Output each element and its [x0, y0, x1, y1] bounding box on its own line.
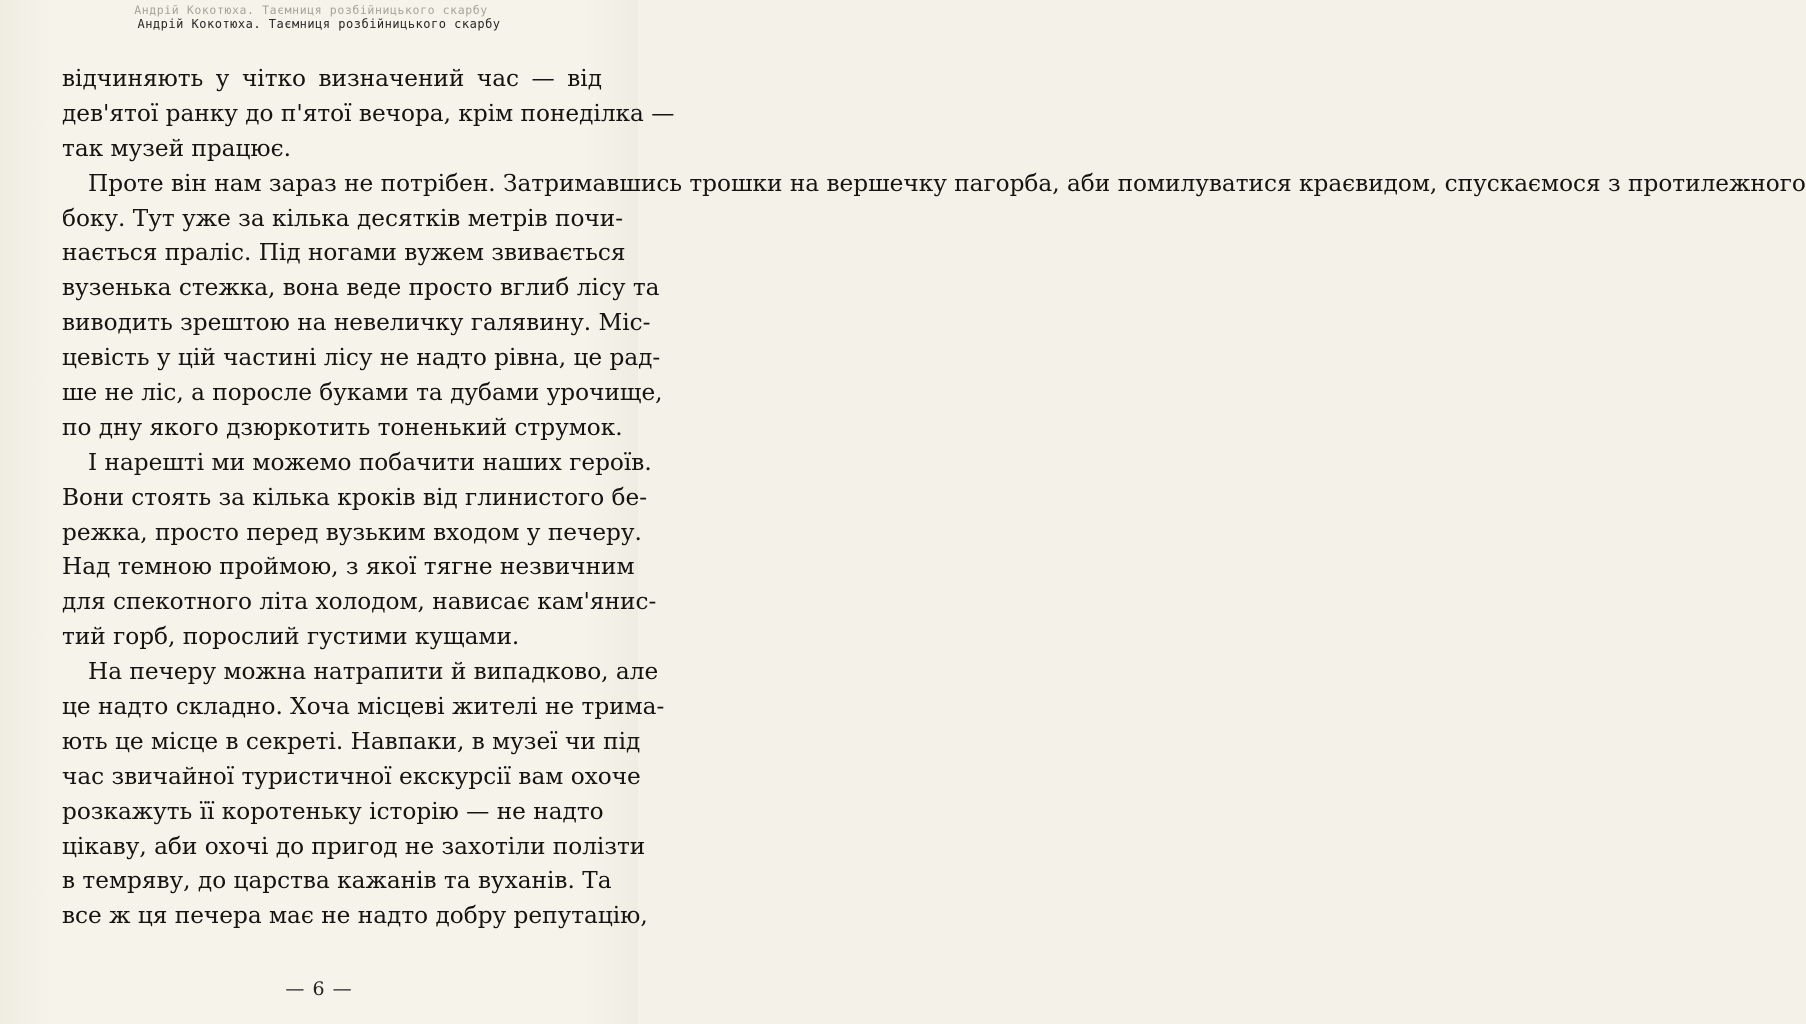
text-line: в темряву, до царства кажанів та вуханів. Та [62, 867, 612, 895]
text-line: цікаву, аби охочі до пригод не захотіли полізти [62, 832, 646, 860]
text-line: так музей працює. [62, 134, 291, 162]
text-line: ше не ліс, а поросле буками та дубами урочище, [62, 379, 663, 407]
text-line: вузенька стежка, вона веде просто вглиб лісу та [62, 274, 660, 302]
text-line: режка, просто перед вузьким входом у печеру. [62, 518, 642, 546]
running-head-bleedthrough: Андрій Кокотюха. Таємниця розбійницького скарбу [134, 3, 488, 17]
text-line: боку. Тут уже за кілька десятків метрів почи- [62, 204, 624, 232]
text-line: дев'ятої ранку до п'ятої вечора, крім понеділка — [62, 99, 675, 127]
text-line: Вони стоять за кілька кроків від глинистого бе- [62, 483, 648, 511]
text-line: нається праліс. Під ногами вужем звивається [62, 239, 626, 267]
text-line: розкажуть її коротеньку історію — не надто [62, 797, 604, 825]
text-line: відчиняють у чітко визначений час — від [62, 65, 602, 92]
text-line: це надто складно. Хоча місцеві жителі не трима- [62, 693, 665, 721]
text-line: На печеру можна натрапити й випадково, але [88, 658, 659, 686]
text-line: все ж ця печера має не надто добру репутацію, [62, 902, 648, 930]
text-line: І нарешті ми можемо побачити наших героїв. [88, 448, 652, 476]
text-line: час звичайної туристичної екскурсії вам охоче [62, 762, 641, 790]
text-line: для спекотного літа холодом, нависає кам'янис- [62, 588, 657, 616]
page-number: — 6 — [285, 978, 353, 1000]
text-line: виводить зрештою на невеличку галявину. Міс- [62, 309, 651, 337]
text-line: тий горб, порослий густими кущами. [62, 623, 520, 651]
running-head: Андрій Кокотюха. Таємниця розбійницького скарбу [137, 17, 501, 31]
body-text [62, 62, 1806, 934]
text-line: Над темною проймою, з якої тягне незвичним [62, 553, 635, 581]
text-line: по дну якого дзюркотить тоненький струмок. [62, 413, 623, 441]
text-line: Проте він нам зараз не потрібен. Затримавшись трошки на вершечку пагорба, аби помилуватися краєвидом, спускаємося з протилежного [88, 169, 1806, 197]
text-line: цевість у цій частині лісу не надто рівна, це рад- [62, 344, 661, 372]
text-line: ють це місце в секреті. Навпаки, в музеї чи під [62, 727, 641, 755]
